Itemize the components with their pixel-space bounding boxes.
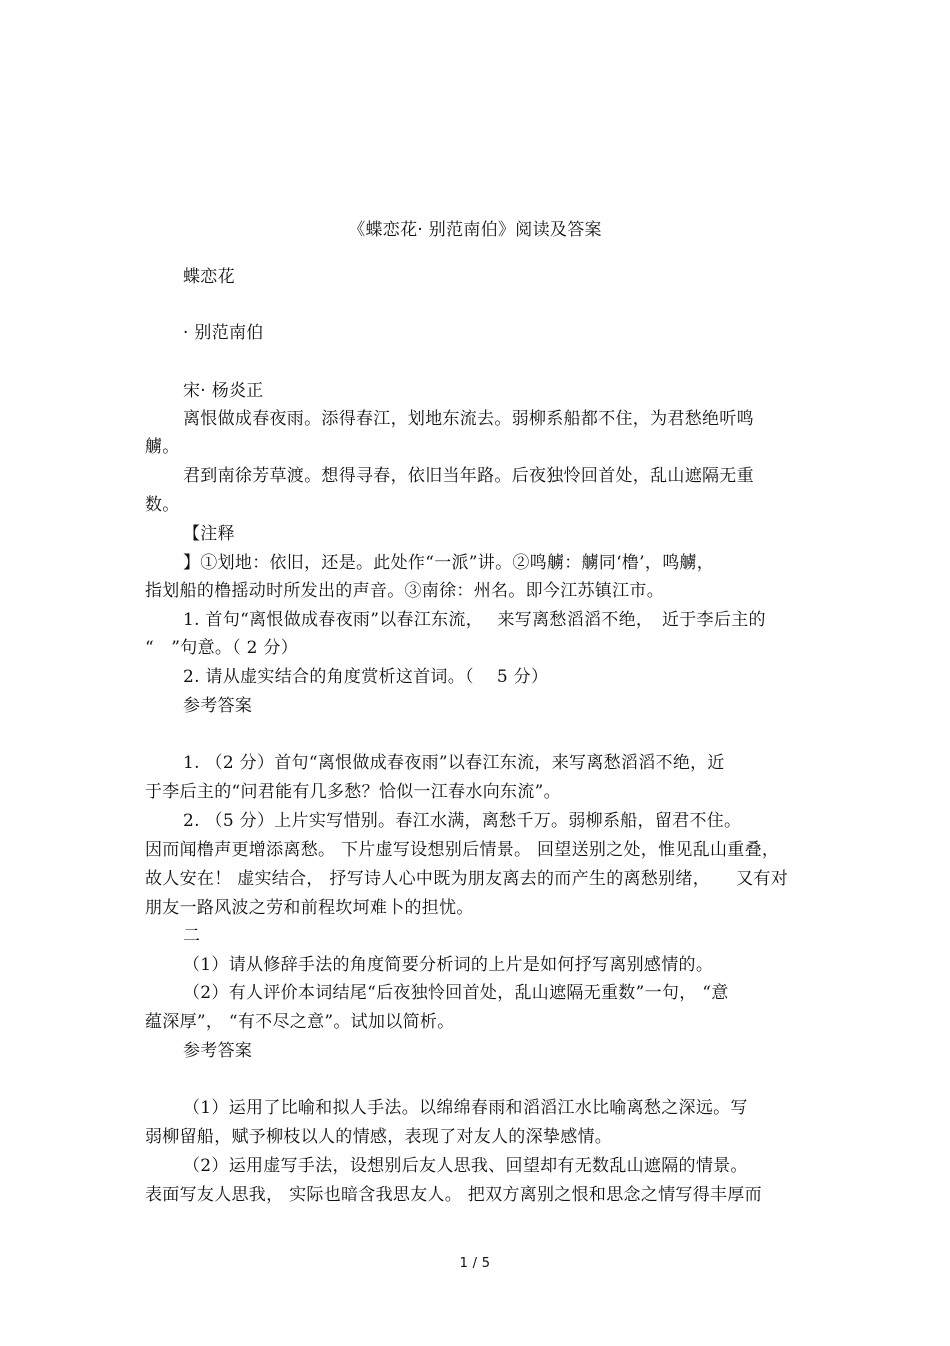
question-line: （2）有人评价本词结尾“后夜独怜回首处，乱山遮隔无重数”一句， “意	[183, 983, 729, 1003]
answer-line: 因而闻橹声更增添离愁。 下片虚写设想别后情景。 回望送别之处，惟见乱山重叠，	[145, 840, 780, 860]
answer-line: 故人安在！ 虚实结合， 抒写诗人心中既为朋友离去的而产生的离愁别绪， 又有对	[145, 869, 789, 889]
question-line: 1. 首句“离恨做成春夜雨”以春江东流， 来写离愁滔滔不绝， 近于李后主的	[183, 610, 766, 630]
poem-subtitle: · 别范南伯	[183, 323, 264, 343]
question-line: 2. 请从虚实结合的角度赏析这首词。（ 5 分）	[183, 667, 549, 687]
answer-line: 2. （5 分）上片实写惜别。春江水满，离愁千万。弱柳系船，留君不住。	[183, 811, 742, 831]
notes-line: 指划船的橹摇动时所发出的声音。③南徐：州名。即今江苏镇江市。	[145, 581, 664, 601]
answer-heading: 参考答案	[183, 696, 253, 716]
page-number: 1 / 5	[459, 1256, 491, 1271]
notes-heading: 【注释	[183, 524, 235, 544]
section-marker: 二	[183, 926, 201, 946]
poem-author: 宋· 杨炎正	[183, 381, 264, 401]
answer-line: （1）运用了比喻和拟人手法。以绵绵春雨和滔滔江水比喻离愁之深远。写	[183, 1098, 748, 1118]
poem-line: 离恨做成春夜雨。添得春江，划地东流去。弱柳系船都不住，为君愁绝听鸣	[183, 409, 754, 429]
notes-line: 】①划地：依旧，还是。此处作“一派”讲。②鸣艣：艣同‘橹’，鸣艣，	[183, 553, 715, 573]
document-title: 《蝶恋花· 别范南伯》阅读及答案	[348, 220, 602, 240]
answer-line: 朋友一路风波之劳和前程坎坷难卜的担忧。	[145, 898, 474, 918]
poem-line: 数。	[145, 495, 180, 515]
answer-line: （2）运用虚写手法，设想别后友人思我、回望却有无数乱山遮隔的情景。	[183, 1156, 748, 1176]
answer-line: 于李后主的“问君能有几多愁？恰似一江春水向东流”。	[145, 782, 561, 802]
poem-title: 蝶恋花	[183, 267, 235, 287]
poem-line: 君到南徐芳草渡。想得寻春，依旧当年路。后夜独怜回首处，乱山遮隔无重	[183, 466, 754, 486]
answer-line: 表面写友人思我， 实际也暗含我思友人。 把双方离别之恨和思念之情写得丰厚而	[145, 1185, 762, 1205]
question-line: （1）请从修辞手法的角度简要分析词的上片是如何抒写离别感情的。	[183, 955, 714, 975]
poem-line: 艣。	[145, 437, 180, 457]
question-line: 蕴深厚”， “有不尽之意”。试加以简析。	[145, 1012, 455, 1032]
answer-line: 弱柳留船，赋予柳枝以人的情感，表现了对友人的深挚感情。	[145, 1127, 613, 1147]
answer-heading: 参考答案	[183, 1041, 253, 1061]
answer-line: 1. （2 分）首句“离恨做成春夜雨”以春江东流，来写离愁滔滔不绝，近	[183, 753, 725, 773]
question-line: “ ”句意。（ 2 分）	[145, 638, 299, 658]
